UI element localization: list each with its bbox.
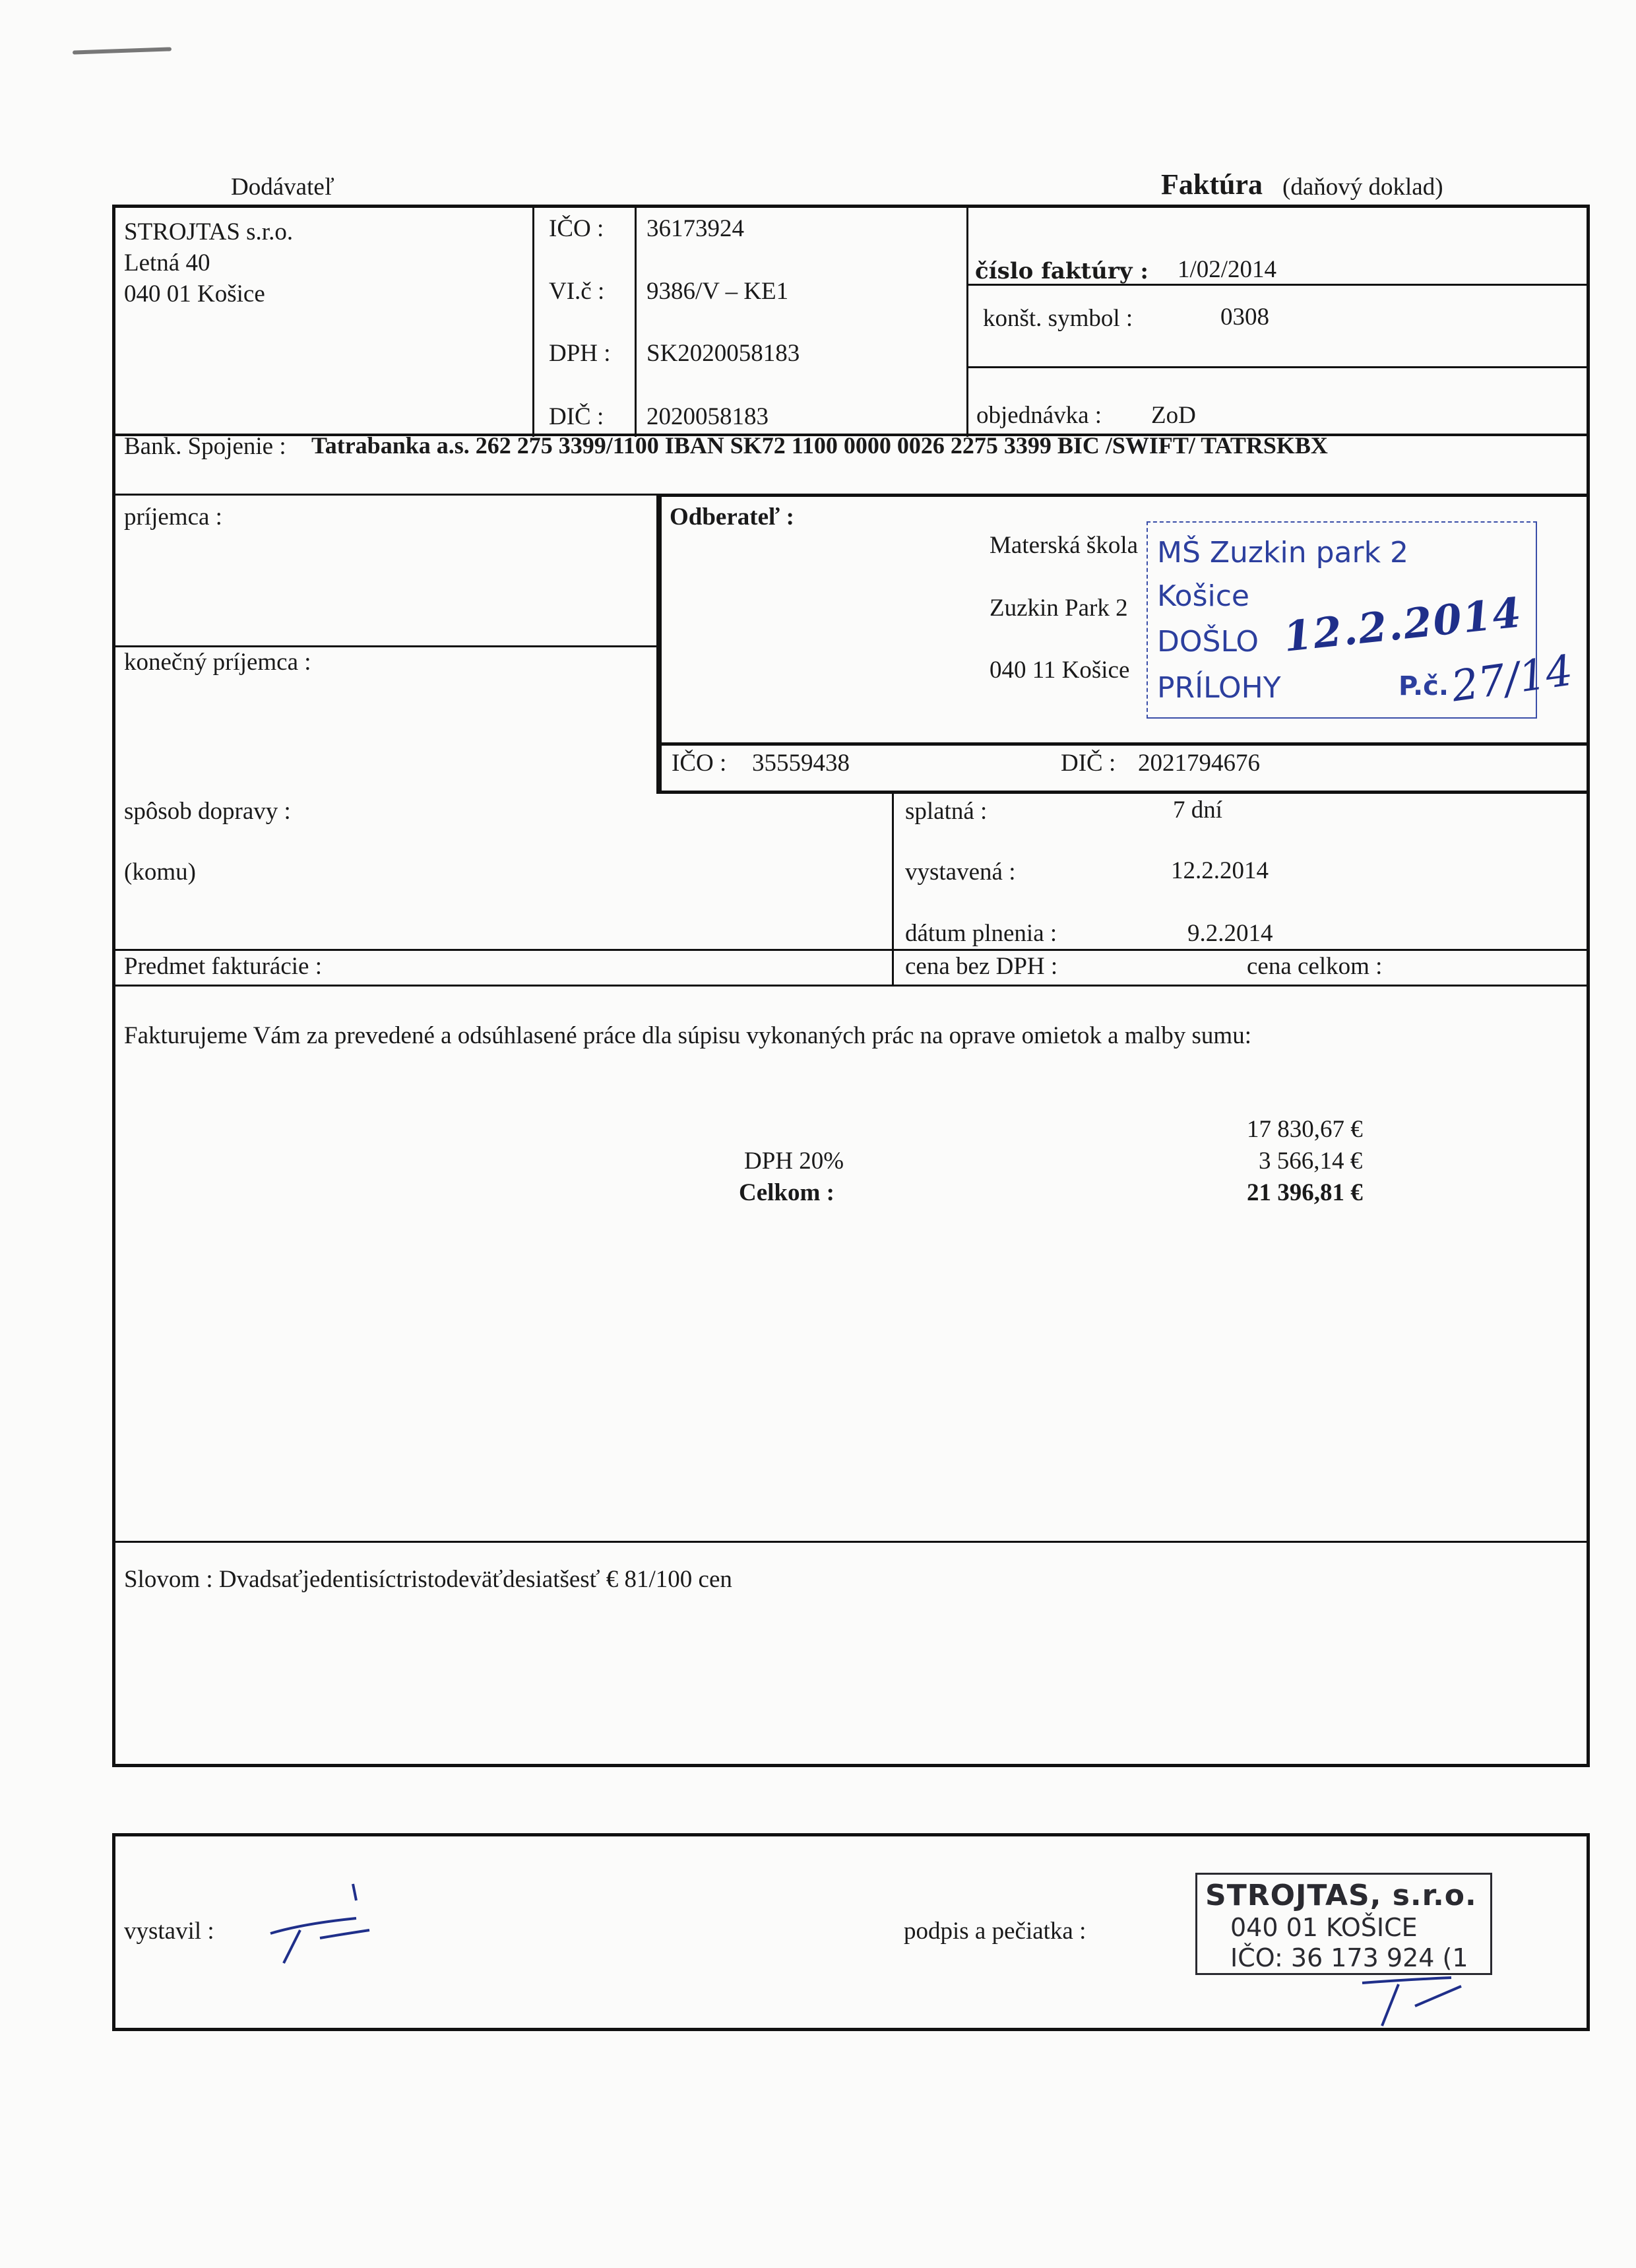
due-label: splatná : [905,798,988,825]
issued-value: 12.2.2014 [1171,857,1269,884]
invoice-subtitle: (daňový doklad) [1282,174,1443,201]
supplier-vlc: 9386/V – KE1 [646,278,789,305]
amount-in-words: Slovom : Dvadsaťjedentisíctristodeväťdesiatšesť € 81/100 cen [124,1566,732,1593]
final-recipient-label: konečný príjemca : [124,649,311,676]
supplier-dic: 2020058183 [646,403,769,430]
due-value: 7 dní [1173,796,1223,824]
divider [113,1541,1588,1543]
net-column-header: cena bez DPH : [905,953,1058,980]
delivery-label: dátum plnenia : [905,920,1057,947]
divider [966,366,1587,368]
customer-name: Materská škola [990,532,1139,559]
signature-stamp-label: podpis a pečiatka : [904,1918,1086,1945]
stamp-date-handwritten: 12.2.2014 [1281,588,1525,661]
divider [892,792,894,987]
divider [113,949,1588,951]
supplier-street: Letná 40 [124,249,210,276]
company-stamp [1195,1873,1492,1975]
stamp-line-4: PRÍLOHY [1157,671,1281,705]
customer-ico: 35559438 [752,750,850,777]
supplier-caption: Dodávateľ [231,174,334,201]
divider [658,742,1588,746]
receipt-stamp [1147,521,1576,719]
stamp-signature [1352,1970,1471,2029]
stamp-line-2: Košice [1157,579,1249,613]
const-symbol-label: konšt. symbol : [983,305,1133,332]
stamp-pc-handwritten: 27/14 [1448,646,1576,712]
vat-amount: 3 566,14 € [1259,1148,1363,1175]
supplier-dph: SK2020058183 [646,340,800,367]
customer-street: Zuzkin Park 2 [990,595,1128,622]
transport-label: spôsob dopravy : [124,798,291,825]
company-stamp-line-3: IČO: 36 173 924 (1 [1230,1943,1468,1972]
stamp-line-1: MŠ Zuzkin park 2 [1157,536,1409,569]
company-stamp-line-1: STROJTAS, s.r.o. [1205,1879,1477,1912]
invoice-number-label: číslo faktúry : [975,258,1148,284]
subject-column-header: Predmet fakturácie : [124,953,322,980]
order-label: objednávka : [976,402,1102,429]
invoice-number: 1/02/2014 [1178,256,1277,283]
delivery-value: 9.2.2014 [1187,920,1273,947]
bank-details: Tatrabanka a.s. 262 275 3399/1100 IBAN SK72 1100 0000 0026 2275 3399 BIC /SWIFT/ TATRSKBX [311,432,1328,459]
issued-label: vystavená : [905,859,1016,886]
total-column-header: cena celkom : [1247,953,1383,980]
divider [113,985,1588,987]
invoice-description: Fakturujeme Vám za prevedené a odsúhlasené práce dla súpisu vykonaných prác na oprave omietok a malby sumu: [124,1022,1251,1049]
company-stamp-line-2: 040 01 KOŠICE [1230,1913,1418,1942]
customer-ico-label: IČO : [672,750,727,777]
invoice-title: Faktúra [1161,168,1263,201]
supplier-vlc-label: VI.č : [549,278,605,305]
supplier-dph-label: DPH : [549,340,611,367]
divider [966,206,968,437]
customer-label: Odberateľ : [670,503,794,531]
to-whom-label: (komu) [124,859,196,886]
recipient-label: príjemca : [124,503,222,531]
stamp-line-3: DOŠLO [1157,625,1259,659]
customer-city: 040 11 Košice [990,657,1130,684]
divider [532,206,534,437]
total-amount: 21 396,81 € [1247,1179,1363,1206]
net-amount: 17 830,67 € [1247,1116,1363,1143]
supplier-ico-label: IČO : [549,215,604,242]
divider [113,645,661,647]
issuer-signature [264,1877,383,1970]
issued-by-label: vystavil : [124,1918,214,1945]
customer-dic: 2021794676 [1138,750,1260,777]
total-label: Celkom : [739,1179,834,1206]
divider [635,206,637,437]
supplier-dic-label: DIČ : [549,403,604,430]
supplier-ico: 36173924 [646,215,744,242]
stamp-pc-label: P.č. [1399,671,1449,701]
supplier-name: STROJTAS s.r.o. [124,218,294,245]
bank-label: Bank. Spojenie : [124,433,286,460]
order-value: ZoD [1151,402,1196,429]
scan-mark [73,47,172,54]
vat-label: DPH 20% [744,1148,844,1175]
supplier-city: 040 01 Košice [124,280,265,308]
customer-dic-label: DIČ : [1061,750,1116,777]
const-symbol: 0308 [1220,304,1269,331]
